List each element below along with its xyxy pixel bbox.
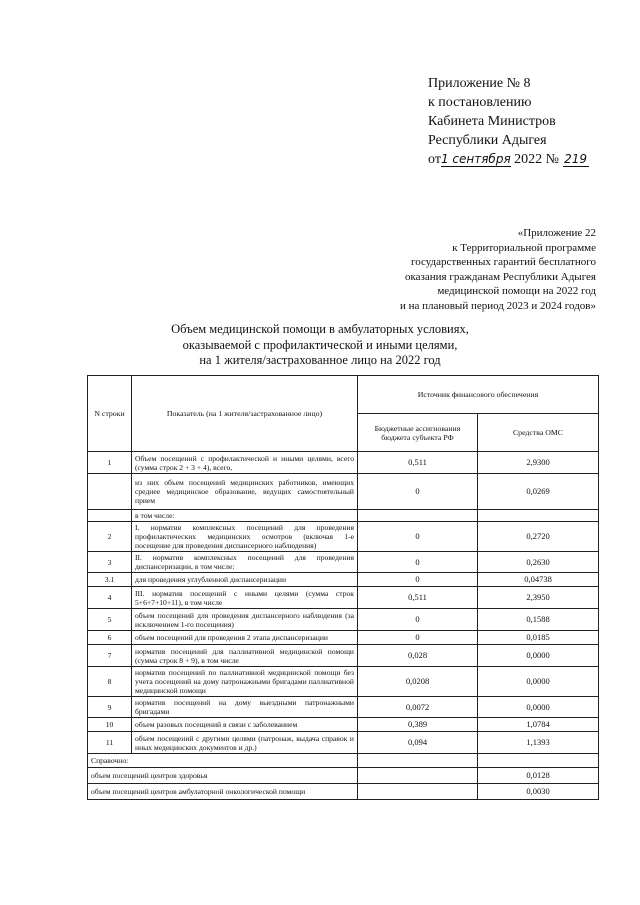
appendix-22-line: и на плановый период 2023 и 2024 годов» (399, 299, 596, 312)
table-header-row (88, 376, 599, 414)
appendix-22-line: «Приложение 22 (517, 227, 596, 239)
table-row (88, 697, 599, 718)
appendix-22-line: к Территориальной программе (452, 241, 596, 254)
appendix-22-line: медицинской помощи на 2022 год (437, 285, 596, 297)
date-day-month: 1 сентября (440, 152, 511, 166)
indicator-cell: объем посещений для проведения 2 этапа диспансеризации (132, 631, 358, 645)
oms-cell: 0,0000 (478, 667, 599, 697)
volume-table (87, 375, 599, 800)
budget-cell: 0 (358, 522, 478, 552)
reference-row (88, 768, 599, 784)
table-row (88, 452, 599, 474)
oms-cell (478, 754, 599, 768)
appendix-22-line: оказания гражданам Республики Адыгея (405, 270, 596, 283)
indicator-cell: из них объем посещений медицинских работников, имеющих среднее медицинское образование, ведущих самостоятельный прием (132, 474, 358, 510)
budget-cell: 0 (358, 609, 478, 631)
row-number-cell: 4 (88, 587, 132, 609)
budget-cell: 0,028 (358, 645, 478, 667)
row-number-cell: 9 (88, 697, 132, 718)
header-indicator: Показатель (на 1 жителя/застрахованное лицо) (132, 376, 358, 452)
indicator-cell: в том числе: (132, 510, 358, 522)
oms-cell (478, 510, 599, 522)
table-row (88, 732, 599, 754)
reference-indicator-cell: объем посещений центров амбулаторной онкологической помощи (88, 784, 358, 800)
row-number-cell (88, 474, 132, 510)
budget-cell: 0,094 (358, 732, 478, 754)
oms-cell: 0,0000 (478, 645, 599, 667)
table-row (88, 522, 599, 552)
document-number: 219 (564, 152, 587, 166)
table-row (88, 474, 599, 510)
row-number-cell: 7 (88, 645, 132, 667)
header-sources: Источник финансового обеспечения (358, 376, 599, 414)
oms-cell: 0,2720 (478, 522, 599, 552)
appendix-8-date-line (428, 150, 589, 169)
oms-cell: 0,1588 (478, 609, 599, 631)
appendix-8-header (428, 74, 589, 169)
oms-cell: 0,0030 (478, 784, 599, 800)
budget-cell (358, 754, 478, 768)
appendix-8-line: Кабинета Министров (428, 114, 556, 129)
reference-label-cell: Справочно: (88, 754, 358, 768)
row-number-cell (88, 510, 132, 522)
oms-cell: 2,3950 (478, 587, 599, 609)
budget-cell: 0 (358, 631, 478, 645)
row-number-cell: 5 (88, 609, 132, 631)
budget-cell: 0,0072 (358, 697, 478, 718)
title-line: на 1 жителя/застрахованное лицо на 2022 год (199, 353, 441, 367)
budget-cell: 0 (358, 474, 478, 510)
appendix-8-line: к постановлению (428, 95, 532, 110)
indicator-cell: Объем посещений с профилактической и иными целями, всего (сумма строк 2 + 3 + 4), всего, (132, 452, 358, 474)
oms-cell: 0,0269 (478, 474, 599, 510)
header-oms: Средства ОМС (478, 414, 599, 452)
table-row (88, 510, 599, 522)
title-line: Объем медицинской помощи в амбулаторных условиях, (171, 322, 469, 336)
oms-cell: 0,0185 (478, 631, 599, 645)
row-number-cell: 1 (88, 452, 132, 474)
indicator-cell: объем посещений для проведения диспансерного наблюдения (за исключением 1-го посещения) (132, 609, 358, 631)
oms-cell: 0,04738 (478, 573, 599, 587)
appendix-8-line: Республики Адыгея (428, 133, 547, 148)
header-row-number: N строки (88, 376, 132, 452)
indicator-cell: I. норматив комплексных посещений для проведения профилактических медицинских осмотров (включая 1-е посещение для проведения диспансерного наблюдения) (132, 522, 358, 552)
title-line: оказываемой с профилактической и иными целями, (182, 337, 458, 352)
table-row (88, 587, 599, 609)
indicator-cell: норматив посещений для паллиативной медицинской помощи (сумма строк 8 + 9), в том числе (132, 645, 358, 667)
indicator-cell: для проведения углубленной диспансеризации (132, 573, 358, 587)
indicator-cell: норматив посещений на дому выездными патронажными бригадами (132, 697, 358, 718)
date-year: 2022 № (514, 152, 560, 167)
row-number-cell: 8 (88, 667, 132, 697)
header-budget: Бюджетные ассигнования бюджета субъекта РФ (358, 414, 478, 452)
budget-cell: 0,511 (358, 587, 478, 609)
table-row (88, 718, 599, 732)
table-row (88, 667, 599, 697)
date-prefix: от (428, 152, 441, 167)
appendix-22-line: государственных гарантий бесплатного (410, 256, 596, 268)
budget-cell: 0 (358, 552, 478, 573)
appendix-22-header (296, 226, 596, 313)
oms-cell: 2,9300 (478, 452, 599, 474)
indicator-cell: III. норматив посещений с иными целями (сумма строк 5+6+7+10+11), в том числе (132, 587, 358, 609)
reference-indicator-cell: объем посещений центров здоровья (88, 768, 358, 784)
indicator-cell: норматив посещений по паллиативной медицинской помощи без учета посещений на дому патронажными бригадами паллиативной медицинской помощи (132, 667, 358, 697)
budget-cell: 0,389 (358, 718, 478, 732)
budget-cell: 0,0208 (358, 667, 478, 697)
indicator-cell: объем разовых посещений в связи с заболеванием (132, 718, 358, 732)
table-row (88, 645, 599, 667)
reference-label-row (88, 754, 599, 768)
appendix-8-line: Приложение № 8 (428, 76, 531, 91)
row-number-cell: 3.1 (88, 573, 132, 587)
budget-cell (358, 784, 478, 800)
row-number-cell: 6 (88, 631, 132, 645)
table-row (88, 631, 599, 645)
document-title (150, 322, 490, 369)
indicator-cell: объем посещений с другими целями (патронаж, выдача справок и иных медицинских документов и др.) (132, 732, 358, 754)
oms-cell: 0,2630 (478, 552, 599, 573)
budget-cell: 0 (358, 573, 478, 587)
row-number-cell: 11 (88, 732, 132, 754)
table-row (88, 552, 599, 573)
row-number-cell: 3 (88, 552, 132, 573)
row-number-cell: 10 (88, 718, 132, 732)
indicator-cell: II. норматив комплексных посещений для проведения диспансеризации, в том числе: (132, 552, 358, 573)
table-row (88, 573, 599, 587)
oms-cell: 0,0128 (478, 768, 599, 784)
oms-cell: 1,0784 (478, 718, 599, 732)
budget-cell: 0,511 (358, 452, 478, 474)
table-row (88, 609, 599, 631)
budget-cell (358, 768, 478, 784)
oms-cell: 0,0000 (478, 697, 599, 718)
oms-cell: 1,1393 (478, 732, 599, 754)
reference-row (88, 784, 599, 800)
row-number-cell: 2 (88, 522, 132, 552)
budget-cell (358, 510, 478, 522)
